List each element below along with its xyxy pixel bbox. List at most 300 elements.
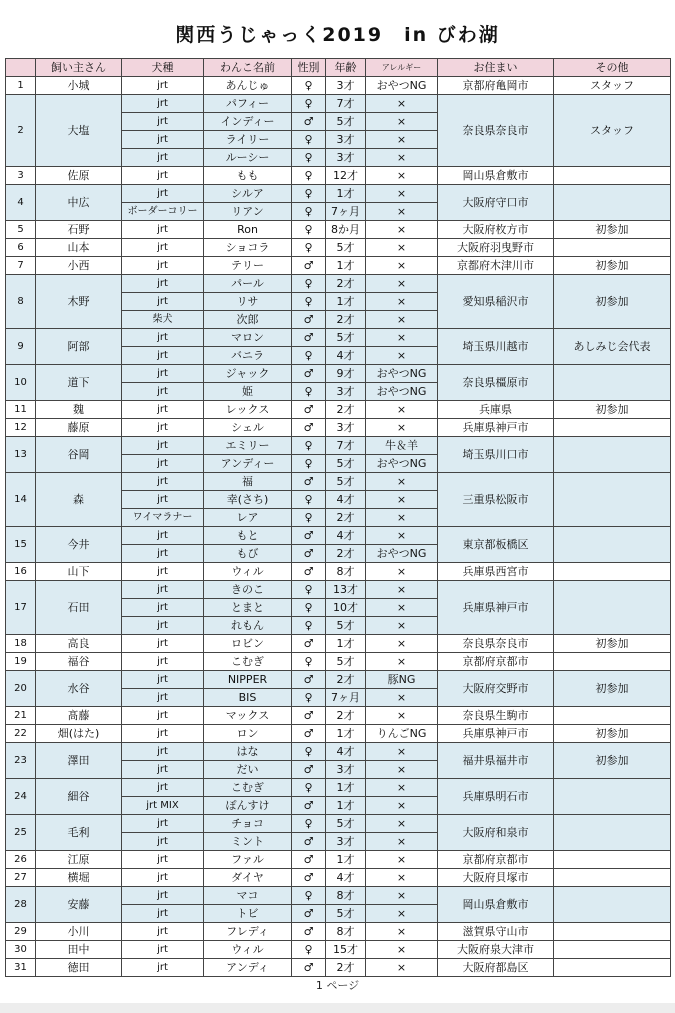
- address-cell: 奈良県橿原市: [438, 365, 554, 401]
- sex-cell: ♀: [292, 203, 326, 221]
- notes-cell: [554, 563, 671, 581]
- age-cell: 7才: [326, 95, 366, 113]
- allergy-cell: ×: [366, 329, 438, 347]
- sex-cell: ♂: [292, 563, 326, 581]
- dog-name-cell: こむぎ: [204, 653, 292, 671]
- owner-cell: 石田: [36, 581, 122, 635]
- owner-cell: 小川: [36, 923, 122, 941]
- dog-name-cell: あんじゅ: [204, 77, 292, 95]
- notes-cell: あしみじ会代表: [554, 329, 671, 365]
- sex-cell: ♂: [292, 851, 326, 869]
- dog-name-cell: ジャック: [204, 365, 292, 383]
- age-cell: 5才: [326, 113, 366, 131]
- address-cell: 大阪府交野市: [438, 671, 554, 707]
- sex-cell: ♀: [292, 275, 326, 293]
- dog-name-cell: ロビン: [204, 635, 292, 653]
- age-cell: 5才: [326, 473, 366, 491]
- dog-name-cell: とまと: [204, 599, 292, 617]
- table-row: [6, 419, 671, 437]
- owner-cell: 小西: [36, 257, 122, 275]
- sex-cell: ♂: [292, 761, 326, 779]
- sex-cell: ♀: [292, 185, 326, 203]
- age-cell: 13才: [326, 581, 366, 599]
- dog-name-cell: ミント: [204, 833, 292, 851]
- viewer-bottom-bar: [0, 1003, 675, 1013]
- owner-cell: 畑(はた): [36, 725, 122, 743]
- breed-cell: jrt: [122, 221, 204, 239]
- breed-cell: jrt: [122, 851, 204, 869]
- entry-number-cell: 26: [6, 851, 36, 869]
- sex-cell: ♀: [292, 221, 326, 239]
- entry-number-cell: 17: [6, 581, 36, 635]
- sex-cell: ♂: [292, 257, 326, 275]
- table-row: [6, 635, 671, 653]
- allergy-cell: ×: [366, 815, 438, 833]
- dog-name-cell: レア: [204, 509, 292, 527]
- address-cell: 兵庫県神戸市: [438, 581, 554, 635]
- dog-name-cell: きのこ: [204, 581, 292, 599]
- breed-cell: jrt: [122, 617, 204, 635]
- notes-cell: [554, 167, 671, 185]
- entry-number-cell: 27: [6, 869, 36, 887]
- table-row: [6, 527, 671, 545]
- address-cell: 東京都板橋区: [438, 527, 554, 563]
- address-cell: 京都府京都市: [438, 851, 554, 869]
- address-cell: 奈良県奈良市: [438, 635, 554, 653]
- dog-name-cell: NIPPER: [204, 671, 292, 689]
- notes-cell: 初参加: [554, 401, 671, 419]
- notes-cell: [554, 869, 671, 887]
- entry-number-cell: 8: [6, 275, 36, 329]
- sex-cell: ♂: [292, 527, 326, 545]
- dog-name-cell: ウィル: [204, 563, 292, 581]
- notes-cell: 初参加: [554, 635, 671, 653]
- dog-name-cell: Ron: [204, 221, 292, 239]
- column-header: 性別: [292, 59, 326, 77]
- entry-number-cell: 22: [6, 725, 36, 743]
- address-cell: 兵庫県明石市: [438, 779, 554, 815]
- dog-name-cell: ウィル: [204, 941, 292, 959]
- sex-cell: ♂: [292, 671, 326, 689]
- breed-cell: 柴犬: [122, 311, 204, 329]
- sex-cell: ♀: [292, 581, 326, 599]
- sex-cell: ♂: [292, 833, 326, 851]
- column-header: アレルギー: [366, 59, 438, 77]
- entry-number-cell: 30: [6, 941, 36, 959]
- sex-cell: ♀: [292, 509, 326, 527]
- breed-cell: jrt: [122, 887, 204, 905]
- allergy-cell: りんごNG: [366, 725, 438, 743]
- age-cell: 12才: [326, 167, 366, 185]
- notes-cell: [554, 239, 671, 257]
- dog-name-cell: トビ: [204, 905, 292, 923]
- allergy-cell: ×: [366, 311, 438, 329]
- table-row: [6, 743, 671, 761]
- address-cell: 大阪府泉大津市: [438, 941, 554, 959]
- age-cell: 7ヶ月: [326, 689, 366, 707]
- owner-cell: 小城: [36, 77, 122, 95]
- address-cell: 岡山県倉敷市: [438, 167, 554, 185]
- column-header: [6, 59, 36, 77]
- entry-number-cell: 9: [6, 329, 36, 365]
- age-cell: 4才: [326, 347, 366, 365]
- owner-cell: 江原: [36, 851, 122, 869]
- address-cell: 埼玉県川口市: [438, 437, 554, 473]
- allergy-cell: おやつNG: [366, 545, 438, 563]
- dog-name-cell: もも: [204, 167, 292, 185]
- breed-cell: jrt: [122, 671, 204, 689]
- allergy-cell: ×: [366, 923, 438, 941]
- entry-number-cell: 1: [6, 77, 36, 95]
- breed-cell: jrt: [122, 761, 204, 779]
- notes-cell: [554, 851, 671, 869]
- table-row: [6, 869, 671, 887]
- allergy-cell: ×: [366, 761, 438, 779]
- notes-cell: [554, 923, 671, 941]
- sex-cell: ♀: [292, 455, 326, 473]
- table-row: [6, 257, 671, 275]
- breed-cell: jrt: [122, 491, 204, 509]
- entry-number-cell: 3: [6, 167, 36, 185]
- dog-name-cell: ダイヤ: [204, 869, 292, 887]
- owner-cell: 藤原: [36, 419, 122, 437]
- entry-number-cell: 28: [6, 887, 36, 923]
- dog-name-cell: バニラ: [204, 347, 292, 365]
- table-row: [6, 473, 671, 491]
- notes-cell: [554, 707, 671, 725]
- owner-cell: 山下: [36, 563, 122, 581]
- dog-name-cell: マロン: [204, 329, 292, 347]
- column-header: 飼い主さん: [36, 59, 122, 77]
- dog-name-cell: フレディ: [204, 923, 292, 941]
- address-cell: 大阪府枚方市: [438, 221, 554, 239]
- owner-cell: 毛利: [36, 815, 122, 851]
- table-row: [6, 887, 671, 905]
- owner-cell: 木野: [36, 275, 122, 329]
- sex-cell: ♀: [292, 293, 326, 311]
- allergy-cell: ×: [366, 527, 438, 545]
- dog-name-cell: アンディ: [204, 959, 292, 977]
- dog-name-cell: マックス: [204, 707, 292, 725]
- dog-name-cell: ライリー: [204, 131, 292, 149]
- owner-cell: 田中: [36, 941, 122, 959]
- age-cell: 3才: [326, 149, 366, 167]
- sex-cell: ♀: [292, 599, 326, 617]
- age-cell: 1才: [326, 635, 366, 653]
- age-cell: 3才: [326, 131, 366, 149]
- allergy-cell: おやつNG: [366, 365, 438, 383]
- owner-cell: 山本: [36, 239, 122, 257]
- breed-cell: jrt: [122, 347, 204, 365]
- table-row: [6, 563, 671, 581]
- dog-name-cell: 次郎: [204, 311, 292, 329]
- breed-cell: ボーダーコリー: [122, 203, 204, 221]
- notes-cell: 初参加: [554, 725, 671, 743]
- age-cell: 2才: [326, 509, 366, 527]
- notes-cell: 初参加: [554, 221, 671, 239]
- owner-cell: 佐原: [36, 167, 122, 185]
- age-cell: 5才: [326, 329, 366, 347]
- entry-number-cell: 10: [6, 365, 36, 401]
- breed-cell: jrt: [122, 707, 204, 725]
- sex-cell: ♂: [292, 401, 326, 419]
- entry-number-cell: 2: [6, 95, 36, 167]
- notes-cell: [554, 437, 671, 473]
- breed-cell: jrt: [122, 77, 204, 95]
- sex-cell: ♂: [292, 365, 326, 383]
- owner-cell: 細谷: [36, 779, 122, 815]
- entry-number-cell: 19: [6, 653, 36, 671]
- notes-cell: 初参加: [554, 671, 671, 707]
- age-cell: 5才: [326, 239, 366, 257]
- entry-number-cell: 13: [6, 437, 36, 473]
- breed-cell: jrt: [122, 95, 204, 113]
- allergy-cell: ×: [366, 833, 438, 851]
- breed-cell: jrt: [122, 437, 204, 455]
- age-cell: 1才: [326, 257, 366, 275]
- age-cell: 5才: [326, 455, 366, 473]
- age-cell: 2才: [326, 545, 366, 563]
- address-cell: 三重県松阪市: [438, 473, 554, 527]
- breed-cell: jrt: [122, 635, 204, 653]
- age-cell: 3才: [326, 833, 366, 851]
- age-cell: 3才: [326, 419, 366, 437]
- allergy-cell: ×: [366, 869, 438, 887]
- table-row: [6, 221, 671, 239]
- table-row: [6, 239, 671, 257]
- breed-cell: jrt: [122, 473, 204, 491]
- entry-number-cell: 6: [6, 239, 36, 257]
- entry-number-cell: 16: [6, 563, 36, 581]
- sex-cell: ♀: [292, 653, 326, 671]
- notes-cell: 初参加: [554, 257, 671, 275]
- notes-cell: 初参加: [554, 275, 671, 329]
- dog-name-cell: シェル: [204, 419, 292, 437]
- allergy-cell: ×: [366, 257, 438, 275]
- age-cell: 8才: [326, 887, 366, 905]
- table-row: [6, 329, 671, 347]
- allergy-cell: ×: [366, 95, 438, 113]
- entry-number-cell: 14: [6, 473, 36, 527]
- entry-number-cell: 29: [6, 923, 36, 941]
- dog-name-cell: パール: [204, 275, 292, 293]
- age-cell: 3才: [326, 77, 366, 95]
- age-cell: 4才: [326, 491, 366, 509]
- dog-name-cell: だい: [204, 761, 292, 779]
- breed-cell: jrt: [122, 653, 204, 671]
- sex-cell: ♀: [292, 941, 326, 959]
- age-cell: 1才: [326, 293, 366, 311]
- entry-number-cell: 24: [6, 779, 36, 815]
- allergy-cell: ×: [366, 779, 438, 797]
- breed-cell: jrt: [122, 113, 204, 131]
- notes-cell: [554, 185, 671, 221]
- allergy-cell: ×: [366, 149, 438, 167]
- entry-number-cell: 7: [6, 257, 36, 275]
- table-row: [6, 77, 671, 95]
- age-cell: 15才: [326, 941, 366, 959]
- allergy-cell: ×: [366, 473, 438, 491]
- notes-cell: [554, 815, 671, 851]
- table-row: [6, 707, 671, 725]
- address-cell: 京都府京都市: [438, 653, 554, 671]
- table-body: [6, 77, 671, 977]
- sex-cell: ♂: [292, 473, 326, 491]
- age-cell: 8才: [326, 923, 366, 941]
- allergy-cell: ×: [366, 581, 438, 599]
- owner-cell: 今井: [36, 527, 122, 563]
- table-row: [6, 941, 671, 959]
- breed-cell: jrt: [122, 185, 204, 203]
- dog-name-cell: パフィー: [204, 95, 292, 113]
- page-number: 1 ページ: [315, 979, 360, 992]
- dog-name-cell: ショコラ: [204, 239, 292, 257]
- breed-cell: jrt: [122, 401, 204, 419]
- owner-cell: 澤田: [36, 743, 122, 779]
- address-cell: 滋賀県守山市: [438, 923, 554, 941]
- owner-cell: 中広: [36, 185, 122, 221]
- dog-name-cell: インディー: [204, 113, 292, 131]
- age-cell: 3才: [326, 383, 366, 401]
- notes-cell: [554, 941, 671, 959]
- dog-name-cell: こむぎ: [204, 779, 292, 797]
- entry-number-cell: 25: [6, 815, 36, 851]
- notes-cell: [554, 527, 671, 563]
- entry-number-cell: 12: [6, 419, 36, 437]
- sex-cell: ♂: [292, 797, 326, 815]
- age-cell: 4才: [326, 743, 366, 761]
- notes-cell: 初参加: [554, 743, 671, 779]
- dog-name-cell: ロン: [204, 725, 292, 743]
- allergy-cell: おやつNG: [366, 77, 438, 95]
- allergy-cell: おやつNG: [366, 383, 438, 401]
- notes-cell: [554, 473, 671, 527]
- page-title: 関西うじゃっく2019 in びわ湖: [175, 24, 500, 46]
- age-cell: 2才: [326, 401, 366, 419]
- dog-name-cell: もと: [204, 527, 292, 545]
- dog-name-cell: シルア: [204, 185, 292, 203]
- table-row: [6, 95, 671, 113]
- table-row: [6, 671, 671, 689]
- age-cell: 1才: [326, 185, 366, 203]
- sex-cell: ♀: [292, 239, 326, 257]
- entry-number-cell: 18: [6, 635, 36, 653]
- sex-cell: ♂: [292, 923, 326, 941]
- allergy-cell: ×: [366, 509, 438, 527]
- age-cell: 4才: [326, 869, 366, 887]
- sex-cell: ♂: [292, 545, 326, 563]
- owner-cell: 安藤: [36, 887, 122, 923]
- dog-name-cell: 幸(さち): [204, 491, 292, 509]
- allergy-cell: ×: [366, 239, 438, 257]
- notes-cell: スタッフ: [554, 95, 671, 167]
- allergy-cell: ×: [366, 743, 438, 761]
- allergy-cell: 豚NG: [366, 671, 438, 689]
- age-cell: 8か月: [326, 221, 366, 239]
- sex-cell: ♂: [292, 329, 326, 347]
- participant-table: [5, 58, 671, 977]
- dog-name-cell: ぽんすけ: [204, 797, 292, 815]
- table-row: [6, 401, 671, 419]
- sex-cell: ♀: [292, 131, 326, 149]
- age-cell: 7ヶ月: [326, 203, 366, 221]
- entry-number-cell: 31: [6, 959, 36, 977]
- breed-cell: jrt: [122, 563, 204, 581]
- sex-cell: ♀: [292, 167, 326, 185]
- table-row: [6, 185, 671, 203]
- notes-cell: [554, 419, 671, 437]
- table-row: [6, 815, 671, 833]
- allergy-cell: ×: [366, 113, 438, 131]
- age-cell: 1才: [326, 725, 366, 743]
- owner-cell: 谷岡: [36, 437, 122, 473]
- age-cell: 1才: [326, 797, 366, 815]
- table-row: [6, 437, 671, 455]
- breed-cell: jrt: [122, 923, 204, 941]
- dog-name-cell: れもん: [204, 617, 292, 635]
- allergy-cell: ×: [366, 887, 438, 905]
- breed-cell: jrt: [122, 293, 204, 311]
- sex-cell: ♂: [292, 905, 326, 923]
- notes-cell: [554, 959, 671, 977]
- notes-cell: [554, 779, 671, 815]
- sex-cell: ♀: [292, 617, 326, 635]
- allergy-cell: ×: [366, 221, 438, 239]
- dog-name-cell: ファル: [204, 851, 292, 869]
- breed-cell: jrt: [122, 815, 204, 833]
- allergy-cell: ×: [366, 599, 438, 617]
- dog-name-cell: リアン: [204, 203, 292, 221]
- address-cell: 愛知県稲沢市: [438, 275, 554, 329]
- owner-cell: 石野: [36, 221, 122, 239]
- sex-cell: ♂: [292, 707, 326, 725]
- column-header: 年齢: [326, 59, 366, 77]
- address-cell: 京都府木津川市: [438, 257, 554, 275]
- breed-cell: jrt: [122, 383, 204, 401]
- breed-cell: jrt: [122, 545, 204, 563]
- allergy-cell: ×: [366, 941, 438, 959]
- sex-cell: ♀: [292, 77, 326, 95]
- sex-cell: ♂: [292, 419, 326, 437]
- sex-cell: ♂: [292, 635, 326, 653]
- table-row: [6, 923, 671, 941]
- entry-number-cell: 4: [6, 185, 36, 221]
- sex-cell: ♀: [292, 689, 326, 707]
- owner-cell: 水谷: [36, 671, 122, 707]
- dog-name-cell: マコ: [204, 887, 292, 905]
- column-header: お住まい: [438, 59, 554, 77]
- entry-number-cell: 21: [6, 707, 36, 725]
- owner-cell: 森: [36, 473, 122, 527]
- age-cell: 4才: [326, 527, 366, 545]
- owner-cell: 徳田: [36, 959, 122, 977]
- owner-cell: 高良: [36, 635, 122, 653]
- sex-cell: ♂: [292, 311, 326, 329]
- breed-cell: jrt: [122, 149, 204, 167]
- sex-cell: ♀: [292, 347, 326, 365]
- dog-name-cell: はな: [204, 743, 292, 761]
- dog-name-cell: BIS: [204, 689, 292, 707]
- age-cell: 1才: [326, 779, 366, 797]
- allergy-cell: ×: [366, 635, 438, 653]
- dog-name-cell: もび: [204, 545, 292, 563]
- dog-name-cell: テリー: [204, 257, 292, 275]
- allergy-cell: ×: [366, 275, 438, 293]
- table-row: [6, 959, 671, 977]
- sex-cell: ♀: [292, 491, 326, 509]
- dog-name-cell: 福: [204, 473, 292, 491]
- breed-cell: jrt: [122, 833, 204, 851]
